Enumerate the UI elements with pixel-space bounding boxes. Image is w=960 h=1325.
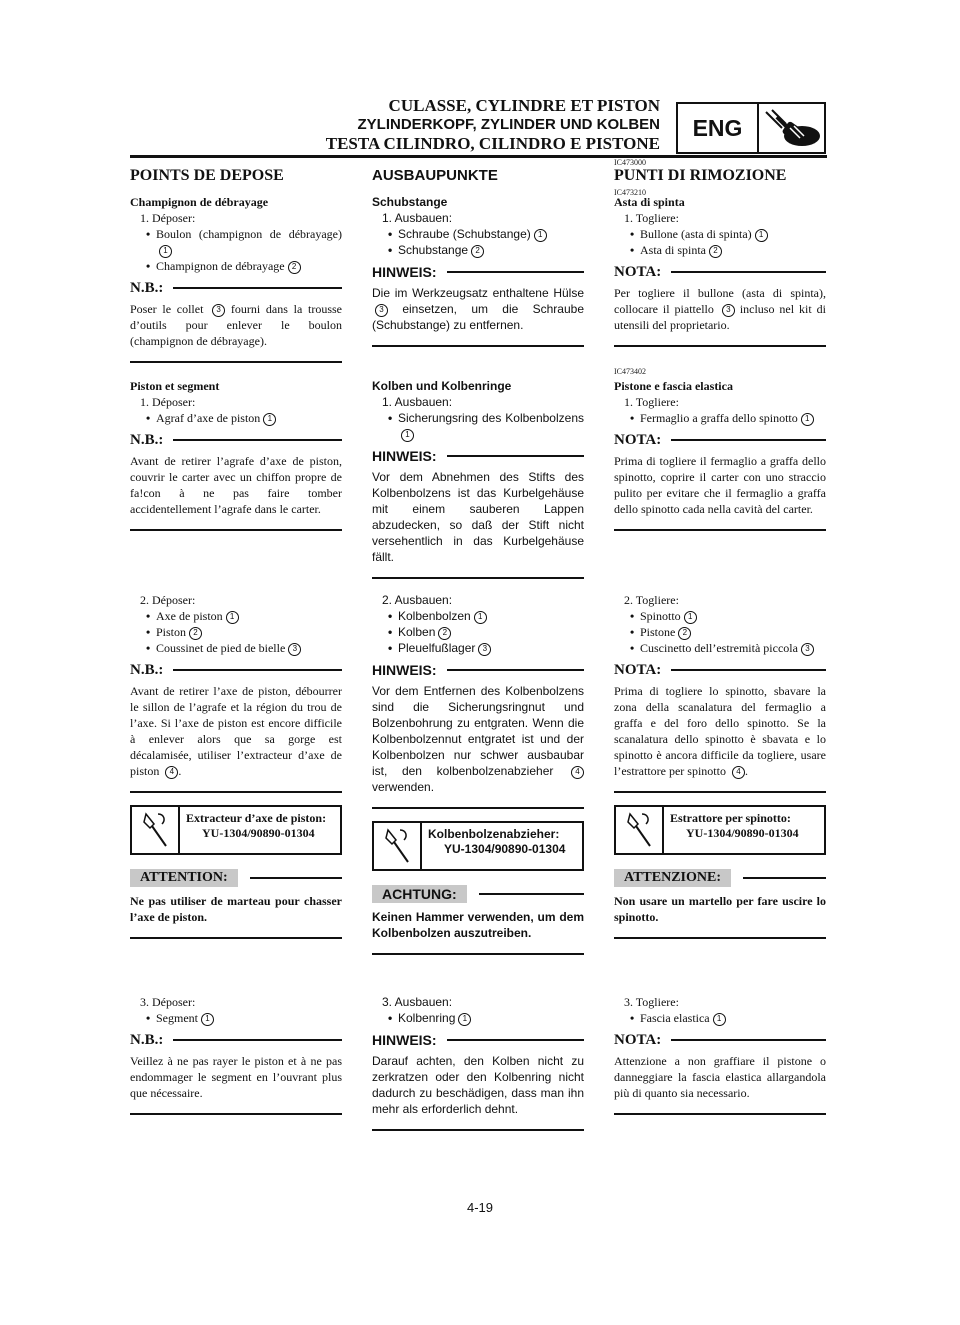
fr-s3-step: 2. Déposer: — [140, 593, 196, 607]
it-s1-step: 1. Togliere: — [624, 211, 679, 225]
de-s1-bullet-1: • Schraube (Schubstange) 1 — [372, 226, 584, 242]
callout-number: 1 — [474, 611, 487, 624]
ref-code-1: IC473000 — [614, 158, 646, 167]
header-title-it: TESTA CILINDRO, CILINDRO E PISTONE — [325, 134, 660, 153]
it-s3-step: 2. Togliere: — [624, 593, 679, 607]
tool-name: Extracteur d’axe de piston: — [186, 811, 327, 825]
fr-s3-bullet-2: • Piston 2 — [130, 624, 342, 640]
it-s3-bullet-1: • Spinotto 1 — [614, 608, 826, 624]
wrench-icon — [132, 807, 180, 853]
it-s1-bullet-1: • Bullone (asta di spinta) 1 — [614, 226, 826, 242]
note-label: N.B.: — [130, 662, 164, 678]
note-text: Prima di togliere lo spinotto, sbavare la zona della scanalatura del fermaglio a graffa e del foro dello spinotto. Se la scanalatura dello spinotto è sbavata e lo spinotto è ancora difficile da togliere, usare l’estrattore per spinotto 4 . — [614, 684, 826, 778]
fr-s1-note — [130, 280, 342, 363]
special-tool-box — [614, 805, 826, 855]
fr-s4-note — [130, 1032, 342, 1115]
de-s3-bullet-2: • Kolben 2 — [372, 624, 584, 640]
note-text: Die im Werkzeugsatz enthaltene Hülse 3 einsetzen, um die Schraube (Schubstange) zu entfernen. — [372, 286, 584, 332]
callout-number: 2 — [678, 627, 691, 640]
de-s3-bullet-3: • Pleuelfußlager 3 — [372, 640, 584, 656]
callout-number: 4 — [165, 766, 178, 779]
callout-number: 3 — [478, 643, 491, 656]
warning-label: ATTENTION: — [130, 869, 238, 887]
note-label: NOTA: — [614, 432, 662, 448]
note-text: Veillez à ne pas rayer le piston et à ne pas endommager le segment en l’ouvrant plus que nécessaire. — [130, 1054, 342, 1100]
it-s2-title: Pistone e fascia elastica — [614, 379, 733, 393]
callout-number: 2 — [471, 245, 484, 258]
tool-code: YU-1304/90890-01304 — [686, 826, 799, 840]
callout-number: 1 — [755, 229, 768, 242]
it-s4-bullet-1: • Fascia elastica 1 — [614, 1010, 826, 1026]
de-section-1 — [372, 166, 584, 347]
section-badge-label: ENG — [678, 104, 759, 152]
note-label: N.B.: — [130, 1032, 164, 1048]
fr-title: POINTS DE DEPOSE — [130, 167, 284, 184]
callout-number: 1 — [458, 1013, 471, 1026]
callout-number: 3 — [288, 643, 301, 656]
it-s2-note — [614, 432, 826, 531]
note-text: Vor dem Entfernen des Kolbenbolzens sind die Sicherungsringnut und Bolzenbohrung zu entgraten. Wenn die Kolbenbolzennut entgratet ist und der Kolbenbolzen nur schwer ausbaubar ist, den kolbenbolzenabzieher 4 verwenden. — [372, 684, 584, 794]
it-s3-bullet-2: • Pistone 2 — [614, 624, 826, 640]
note-label: HINWEIS: — [372, 662, 437, 678]
callout-number: 1 — [534, 229, 547, 242]
fr-s4-step: 3. Déposer: — [140, 995, 196, 1009]
callout-number: 3 — [375, 304, 388, 317]
callout-number: 4 — [571, 766, 584, 779]
note-label: NOTA: — [614, 264, 662, 280]
de-section-4 — [372, 994, 584, 1131]
fr-s1-step: 1. Déposer: — [140, 211, 196, 225]
de-s1-bullet-2: • Schubstange 2 — [372, 242, 584, 258]
de-s3-step: 2. Ausbauen: — [382, 593, 453, 607]
header-title-de: ZYLINDERKOPF, ZYLINDER UND KOLBEN — [357, 116, 660, 133]
it-section-3 — [614, 592, 826, 939]
ref-code-2: IC473210 — [614, 188, 646, 197]
note-label: N.B.: — [130, 280, 164, 296]
de-s1-step: 1. Ausbauen: — [382, 211, 453, 225]
note-text: Poser le collet 3 fourni dans la trousse d’outils pour enlever le boulon (champignon de débrayage). — [130, 302, 342, 348]
note-label: HINWEIS: — [372, 448, 437, 464]
fr-s1-bullet-2: • Champignon de débrayage 2 — [130, 258, 342, 274]
warning-label: ACHTUNG: — [372, 885, 467, 903]
warning-text: Ne pas utiliser de marteau pour chasser l’axe de piston. — [130, 894, 342, 924]
fr-section-1 — [130, 166, 342, 363]
fr-s1-bullet-1: • Boulon (champignon de débrayage)1 — [130, 226, 342, 258]
section-badge — [676, 102, 826, 154]
it-s1-title: Asta di spinta — [614, 195, 685, 209]
callout-number: 1 — [684, 611, 697, 624]
de-section-3 — [372, 592, 584, 955]
it-title: PUNTI DI RIMOZIONE — [614, 167, 787, 184]
it-s3-note — [614, 662, 826, 793]
note-text: Avant de retirer l’axe de piston, débourrer le sillon de l’agrafe et la région du trou de l’axe. Si l’axe de piston est encore difficile à enlever alors que sa gorge est décalamisée, utiliser l’extracteur d’axe de piston 4 . — [130, 684, 342, 778]
callout-number: 1 — [401, 429, 414, 442]
de-s2-bullet-1: • Sicherungsring des Kolbenbolzens1 — [372, 410, 584, 442]
it-s3-warning — [614, 869, 826, 939]
it-s2-bullet-1: • Fermaglio a graffa dello spinotto 1 — [614, 410, 826, 426]
note-text: Attenzione a non graffiare il pistone o danneggiare la fascia elastica allargandola più di quanto sia necessario. — [614, 1054, 826, 1100]
callout-number: 4 — [732, 766, 745, 779]
callout-number: 2 — [709, 245, 722, 258]
callout-number: 1 — [801, 413, 814, 426]
it-s4-note — [614, 1032, 826, 1115]
header-title-fr: CULASSE, CYLINDRE ET PISTON — [388, 96, 660, 115]
fr-s2-bullet-1: • Agraf d’axe de piston 1 — [130, 410, 342, 426]
callout-number: 2 — [189, 627, 202, 640]
warning-label: ATTENZIONE: — [614, 869, 731, 887]
de-s4-note — [372, 1032, 584, 1131]
fr-s3-bullet-1: • Axe de piston 1 — [130, 608, 342, 624]
fr-s3-bullet-3: • Coussinet de pied de bielle 3 — [130, 640, 342, 656]
warning-text: Non usare un martello per fare uscire lo spinotto. — [614, 894, 826, 924]
warning-text: Keinen Hammer verwenden, um dem Kolbenbolzen auszutreiben. — [372, 910, 584, 940]
header-rule — [130, 155, 827, 158]
callout-number: 3 — [722, 304, 735, 317]
note-text: Darauf achten, den Kolben nicht zu zerkratzen oder den Kolbenring nicht dadurch zu beschädigen, dass man ihn mehr als erforderlich dehnt. — [372, 1054, 584, 1116]
callout-number: 3 — [212, 304, 225, 317]
page-number: 4-19 — [466, 1200, 494, 1215]
engine-piston-icon — [759, 104, 824, 152]
note-label: NOTA: — [614, 1032, 662, 1048]
callout-number: 3 — [801, 643, 814, 656]
fr-s3-note — [130, 662, 342, 793]
de-s1-title: Schubstange — [372, 195, 448, 209]
note-text: Prima di togliere il fermaglio a graffa dello spinotto, coprire il carter con uno straccio pulito per evitare che il fermaglio a graffa dello spinotto cada nella cavità del carter. — [614, 454, 826, 516]
note-text: Avant de retirer l’agrafe d’axe de piston, couvrir le carter avec un chiffon propre de fa!con à ne pas faire tomber accidentellement l’agrafe dans le carter. — [130, 454, 342, 516]
fr-section-2 — [130, 378, 342, 531]
de-s3-warning — [372, 885, 584, 955]
it-section-2 — [614, 378, 826, 531]
fr-s4-bullet-1: • Segment 1 — [130, 1010, 342, 1026]
fr-section-4 — [130, 994, 342, 1115]
callout-number: 1 — [713, 1013, 726, 1026]
special-tool-box — [130, 805, 342, 855]
special-tool-box — [372, 821, 584, 871]
note-label: HINWEIS: — [372, 264, 437, 280]
fr-s1-title: Champignon de débrayage — [130, 195, 269, 209]
fr-s2-step: 1. Déposer: — [140, 395, 196, 409]
wrench-icon — [374, 823, 422, 869]
fr-s3-warning — [130, 869, 342, 939]
it-s4-step: 3. Togliere: — [624, 995, 679, 1009]
wrench-icon — [616, 807, 664, 853]
de-s2-step: 1. Ausbauen: — [382, 395, 453, 409]
de-s1-note — [372, 264, 584, 347]
callout-number: 1 — [226, 611, 239, 624]
page-header — [326, 96, 660, 153]
callout-number: 1 — [201, 1013, 214, 1026]
de-section-2 — [372, 378, 584, 579]
note-label: N.B.: — [130, 432, 164, 448]
it-s1-bullet-2: • Asta di spinta 2 — [614, 242, 826, 258]
callout-number: 2 — [288, 261, 301, 274]
de-s3-bullet-1: • Kolbenbolzen 1 — [372, 608, 584, 624]
it-s1-note — [614, 264, 826, 347]
ref-code-3: IC473402 — [614, 367, 646, 376]
de-s2-note — [372, 448, 584, 579]
it-section-1 — [614, 166, 826, 347]
fr-section-3 — [130, 592, 342, 939]
tool-name: Estrattore per spinotto: — [670, 811, 791, 825]
fr-s2-title: Piston et segment — [130, 379, 220, 393]
tool-code: YU-1304/90890-01304 — [444, 842, 566, 856]
fr-s2-note — [130, 432, 342, 531]
note-text: Per togliere il bullone (asta di spinta), collocare il piattello 3 incluso nel kit di utensili del proprietario. — [614, 286, 827, 332]
tool-code: YU-1304/90890-01304 — [202, 826, 315, 840]
callout-number: 1 — [263, 413, 276, 426]
note-text: Vor dem Abnehmen des Stifts des Kolbenbolzens ist das Kurbelgehäuse mit einem sauberen Lappen abzudecken, so daß der Stift nicht versehentlich in das Kurbelgehäuse fällt. — [372, 470, 584, 564]
it-s2-step: 1. Togliere: — [624, 395, 679, 409]
note-label: HINWEIS: — [372, 1032, 437, 1048]
it-section-4 — [614, 994, 826, 1115]
de-s2-title: Kolben und Kolbenringe — [372, 379, 512, 393]
de-s4-bullet-1: • Kolbenring 1 — [372, 1010, 584, 1026]
de-s4-step: 3. Ausbauen: — [382, 995, 453, 1009]
tool-name: Kolbenbolzenabzieher: — [428, 827, 560, 841]
de-title: AUSBAUPUNKTE — [372, 167, 498, 184]
note-label: NOTA: — [614, 662, 662, 678]
callout-number: 1 — [159, 245, 172, 258]
de-s3-note — [372, 662, 584, 809]
it-s3-bullet-3: • Cuscinetto dell’estremità piccola 3 — [614, 640, 826, 656]
callout-number: 2 — [438, 627, 451, 640]
